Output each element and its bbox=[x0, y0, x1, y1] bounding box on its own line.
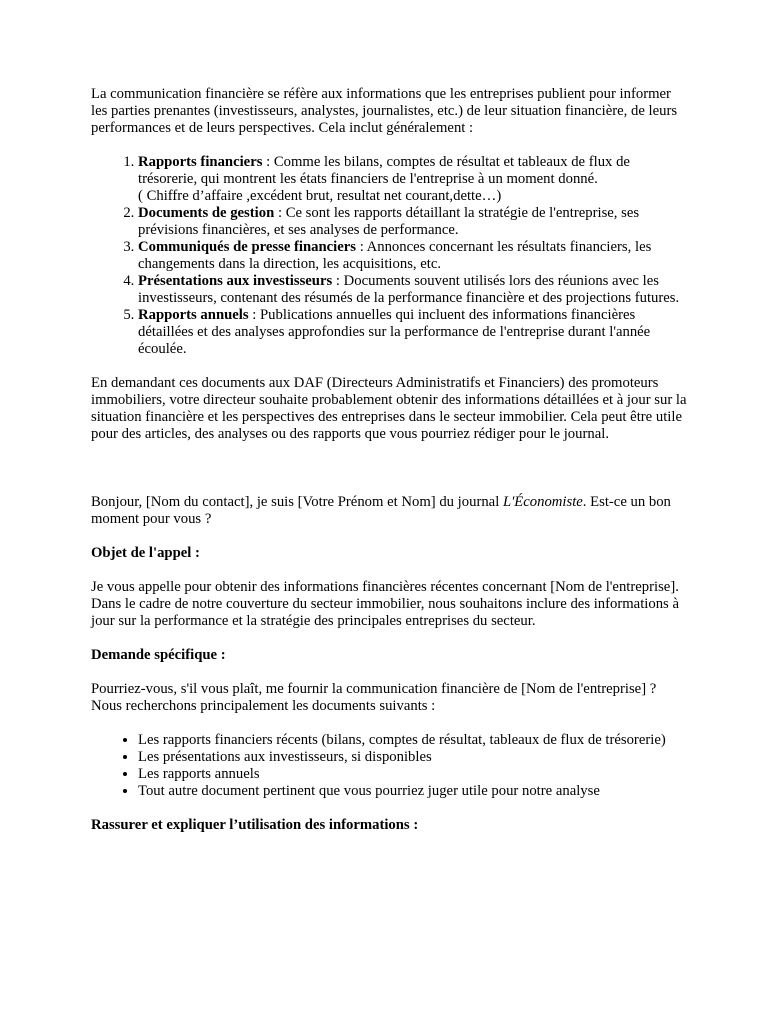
list-item bbox=[138, 307, 687, 358]
list-item-text: : Ce sont les rapports détaillant la stratégie de l'entreprise, ses prévisions financières, et ses analyses de performance. bbox=[138, 205, 640, 238]
list-item-text: : Annonces concernant les résultats financiers, les changements dans la direction, les acquisitions, etc. bbox=[138, 239, 652, 272]
documents-bullet-list bbox=[91, 732, 687, 800]
daf-paragraph: En demandant ces documents aux DAF (Directeurs Administratifs et Financiers) des promoteurs immobiliers, votre directeur souhaite probablement obtenir des informations détaillées et à jour sur la situation financière et les perspectives des entreprises dans le secteur immobilier. Cela peut être utile pour des articles, des analyses ou des rapports que vous pourriez rédiger pour le journal. bbox=[91, 375, 687, 442]
greeting-after: . Est-ce un bon moment pour vous ? bbox=[91, 494, 671, 527]
list-item bbox=[138, 239, 687, 273]
list-item-text: : Comme les bilans, comptes de résultat et tableaux de flux de trésorerie, qui montrent les états financiers de l'entreprise à un moment donné. bbox=[138, 154, 630, 187]
spacer bbox=[91, 443, 687, 494]
demande-heading: Demande spécifique : bbox=[91, 647, 226, 663]
list-item-title: Rapports financiers bbox=[138, 154, 263, 170]
objet-paragraph: Je vous appelle pour obtenir des informations financières récentes concernant [Nom de l'entreprise]. Dans le cadre de notre couverture du secteur immobilier, nous souhaitons inclure des informations à jour sur la performance et la stratégie des principales entreprises du secteur. bbox=[91, 579, 679, 629]
list-item bbox=[138, 154, 687, 205]
list-item-title: Documents de gestion bbox=[138, 205, 275, 221]
greeting-paragraph bbox=[91, 494, 687, 528]
bullet-item: • Les rapports annuels bbox=[138, 766, 687, 783]
rassurer-heading: Rassurer et expliquer l’utilisation des informations : bbox=[91, 817, 419, 833]
bullet-item: • Les présentations aux investisseurs, si disponibles bbox=[138, 749, 687, 766]
greeting-before: Bonjour, [Nom du contact], je suis [Votre Prénom et Nom] du journal bbox=[91, 494, 503, 510]
list-item-text: : Publications annuelles qui incluent des informations financières détaillées et des analyses approfondies sur la performance de l'entreprise durant l'année écoulée. bbox=[138, 307, 651, 357]
list-item-title: Communiqués de presse financiers bbox=[138, 239, 357, 255]
document-body bbox=[91, 86, 687, 851]
list-item bbox=[138, 273, 687, 307]
list-item-title: Rapports annuels bbox=[138, 307, 249, 323]
intro-paragraph: La communication financière se réfère aux informations que les entreprises publient pour informer les parties prenantes (investisseurs, analystes, journalistes, etc.) de leur situation financière, de leurs performances et de leurs perspectives. Cela inclut généralement : bbox=[91, 86, 678, 136]
list-item-title: Présentations aux investisseurs bbox=[138, 273, 333, 289]
bullet-item: • Les rapports financiers récents (bilans, comptes de résultat, tableaux de flux de trésorerie) bbox=[138, 732, 687, 749]
journal-name: L'Économiste bbox=[502, 494, 583, 510]
demande-paragraph: Pourriez-vous, s'il vous plaît, me fournir la communication financière de [Nom de l'entreprise] ? Nous recherchons principalement les documents suivants : bbox=[91, 681, 657, 714]
financial-communication-list bbox=[91, 154, 687, 358]
list-item bbox=[138, 205, 687, 239]
bullet-item: • Tout autre document pertinent que vous pourriez juger utile pour notre analyse bbox=[138, 783, 687, 800]
objet-heading: Objet de l'appel : bbox=[91, 545, 200, 561]
list-item-text: : Documents souvent utilisés lors des réunions avec les investisseurs, contenant des résumés de la performance financière et des projections futures. bbox=[138, 273, 680, 306]
list-item-extra: ( Chiffre d’affaire ,excédent brut, resultat net courant,dette…) bbox=[138, 188, 502, 204]
